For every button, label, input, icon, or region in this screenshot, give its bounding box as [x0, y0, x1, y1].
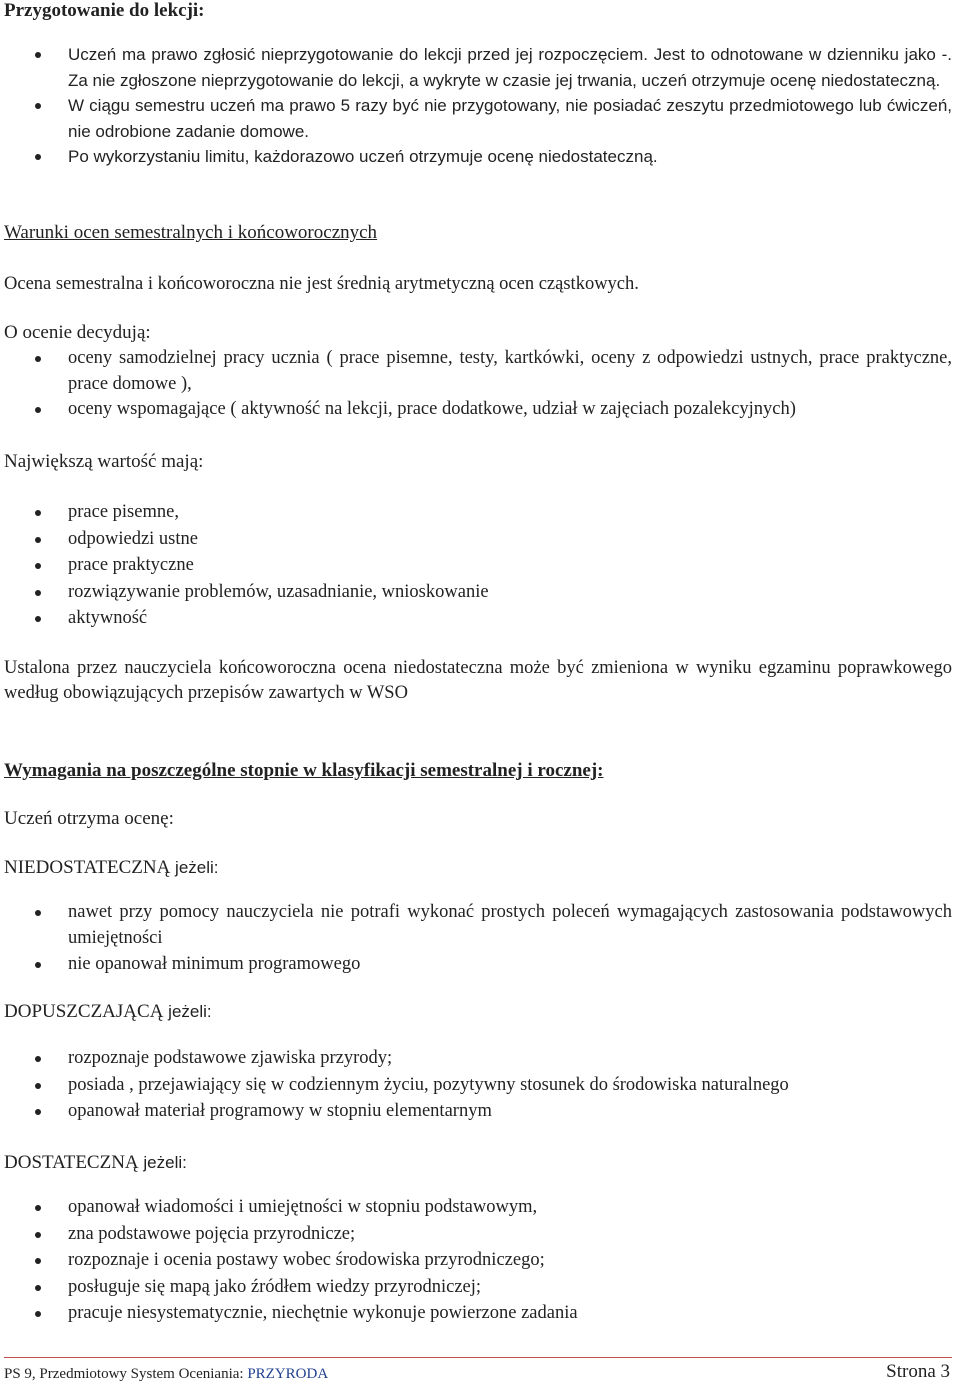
- decide-heading: O ocenie decydują:: [4, 322, 151, 343]
- grade-heading-dostateczna: [4, 1152, 952, 1174]
- bullet-icon: [35, 103, 41, 109]
- grade-list-dostateczna: [0, 1195, 952, 1327]
- requirements-heading: Wymagania na poszczególne stopnie w klasyfikacji semestralnej i rocznej:: [4, 760, 604, 781]
- grade-heading-niedostateczna: [4, 857, 952, 879]
- list-item: posługuje się mapą jako źródłem wiedzy przyrodniczej;: [0, 1275, 952, 1301]
- list-item: opanował wiadomości i umiejętności w stopniu podstawowym,: [0, 1195, 952, 1221]
- bullet-icon: [35, 407, 41, 413]
- bullet-icon: [35, 52, 41, 58]
- list-item: Po wykorzystaniu limitu, każdorazowo uczeń otrzymuje ocenę niedostateczną.: [0, 144, 952, 170]
- list-item: zna podstawowe pojęcia przyrodnicze;: [0, 1222, 952, 1248]
- list-item: aktywność: [0, 606, 952, 632]
- bullet-icon: [35, 563, 41, 569]
- list-item: nie opanował minimum programowego: [0, 952, 952, 978]
- bullet-icon: [35, 1311, 41, 1317]
- grade-heading-dopuszczajaca: [4, 1001, 952, 1023]
- grade-suffix: jeżeli:: [143, 1153, 187, 1172]
- footer-prefix: PS 9, Przedmiotowy System Oceniania:: [4, 1366, 248, 1382]
- fail-text: Ustalona przez nauczyciela końcoworoczna ocena niedostateczna może być zmieniona w wyniku egzaminu poprawkowego według obowiązujących przepisów zawartych w WSO: [4, 658, 952, 703]
- prep-list: [0, 42, 952, 170]
- value-list: [0, 500, 952, 632]
- grade-list-niedostateczna: [0, 900, 952, 978]
- bullet-icon: [35, 1083, 41, 1089]
- value-heading: Największą wartość mają:: [4, 451, 204, 472]
- list-item: opanował materiał programowy w stopniu elementarnym: [0, 1099, 952, 1125]
- student-gets-heading: Uczeń otrzyma ocenę:: [4, 808, 174, 829]
- bullet-icon: [35, 356, 41, 362]
- footer-subject: PRZYRODA: [247, 1366, 329, 1382]
- bullet-icon: [35, 962, 41, 968]
- list-item: pracuje niesystematycznie, niechętnie wykonuje powierzone zadania: [0, 1301, 952, 1327]
- bullet-icon: [35, 1056, 41, 1062]
- list-item: prace praktyczne: [0, 553, 952, 579]
- grade-name: DOPUSZCZAJĄCĄ: [4, 1001, 164, 1022]
- list-item: rozwiązywanie problemów, uzasadnianie, wnioskowanie: [0, 580, 952, 606]
- list-item: W ciągu semestru uczeń ma prawo 5 razy być nie przygotowany, nie posiadać zeszytu przedmiotowego lub ćwiczeń, nie odrobione zadanie domowe.: [0, 93, 952, 144]
- bullet-icon: [35, 1258, 41, 1264]
- bullet-icon: [35, 1205, 41, 1211]
- list-item: oceny samodzielnej pracy ucznia ( prace pisemne, testy, kartkówki, oceny z odpowiedzi ustnych, prace praktyczne, prace domowe ),: [0, 346, 952, 397]
- conditions-heading: Warunki ocen semestralnych i końcoworocznych: [4, 222, 378, 243]
- bullet-icon: [35, 537, 41, 543]
- conditions-text: Ocena semestralna i końcoworoczna nie jest średnią arytmetyczną ocen cząstkowych.: [4, 274, 639, 294]
- page-number: Strona 3: [886, 1361, 950, 1382]
- list-item: Uczeń ma prawo zgłosić nieprzygotowanie do lekcji przed jej rozpoczęciem. Jest to odnotowane w dzienniku jako -. Za nie zgłoszone nieprzygotowanie do lekcji, a wykryte w czasie jej trwania, uczeń otrzymuje ocenę niedostateczną.: [0, 42, 952, 93]
- list-item: prace pisemne,: [0, 500, 952, 526]
- list-item: posiada , przejawiający się w codziennym życiu, pozytywny stosunek do środowiska naturalnego: [0, 1073, 952, 1099]
- bullet-icon: [35, 910, 41, 916]
- grade-suffix: jeżeli:: [168, 1002, 212, 1021]
- bullet-icon: [35, 1109, 41, 1115]
- grade-suffix: jeżeli:: [175, 858, 219, 877]
- grade-name: DOSTATECZNĄ: [4, 1152, 139, 1173]
- list-item: nawet przy pomocy nauczyciela nie potrafi wykonać prostych poleceń wymagających zastosowania podstawowych umiejętności: [0, 900, 952, 951]
- grade-list-dopuszczajaca: [0, 1046, 952, 1125]
- bullet-icon: [35, 1232, 41, 1238]
- footer-divider: [4, 1357, 952, 1358]
- bullet-icon: [35, 616, 41, 622]
- list-item: oceny wspomagające ( aktywność na lekcji, prace dodatkowe, udział w zajęciach pozalekcyjnych): [0, 397, 952, 423]
- bullet-icon: [35, 510, 41, 516]
- bullet-icon: [35, 1285, 41, 1291]
- footer-left: [4, 1366, 328, 1383]
- bullet-icon: [35, 590, 41, 596]
- bullet-icon: [35, 154, 41, 160]
- decide-list: [0, 346, 952, 423]
- grade-name: NIEDOSTATECZNĄ: [4, 857, 171, 878]
- list-item: rozpoznaje i ocenia postawy wobec środowiska przyrodniczego;: [0, 1248, 952, 1274]
- list-item: rozpoznaje podstawowe zjawiska przyrody;: [0, 1046, 952, 1072]
- list-item: odpowiedzi ustne: [0, 527, 952, 553]
- prep-heading: Przygotowanie do lekcji:: [4, 0, 205, 21]
